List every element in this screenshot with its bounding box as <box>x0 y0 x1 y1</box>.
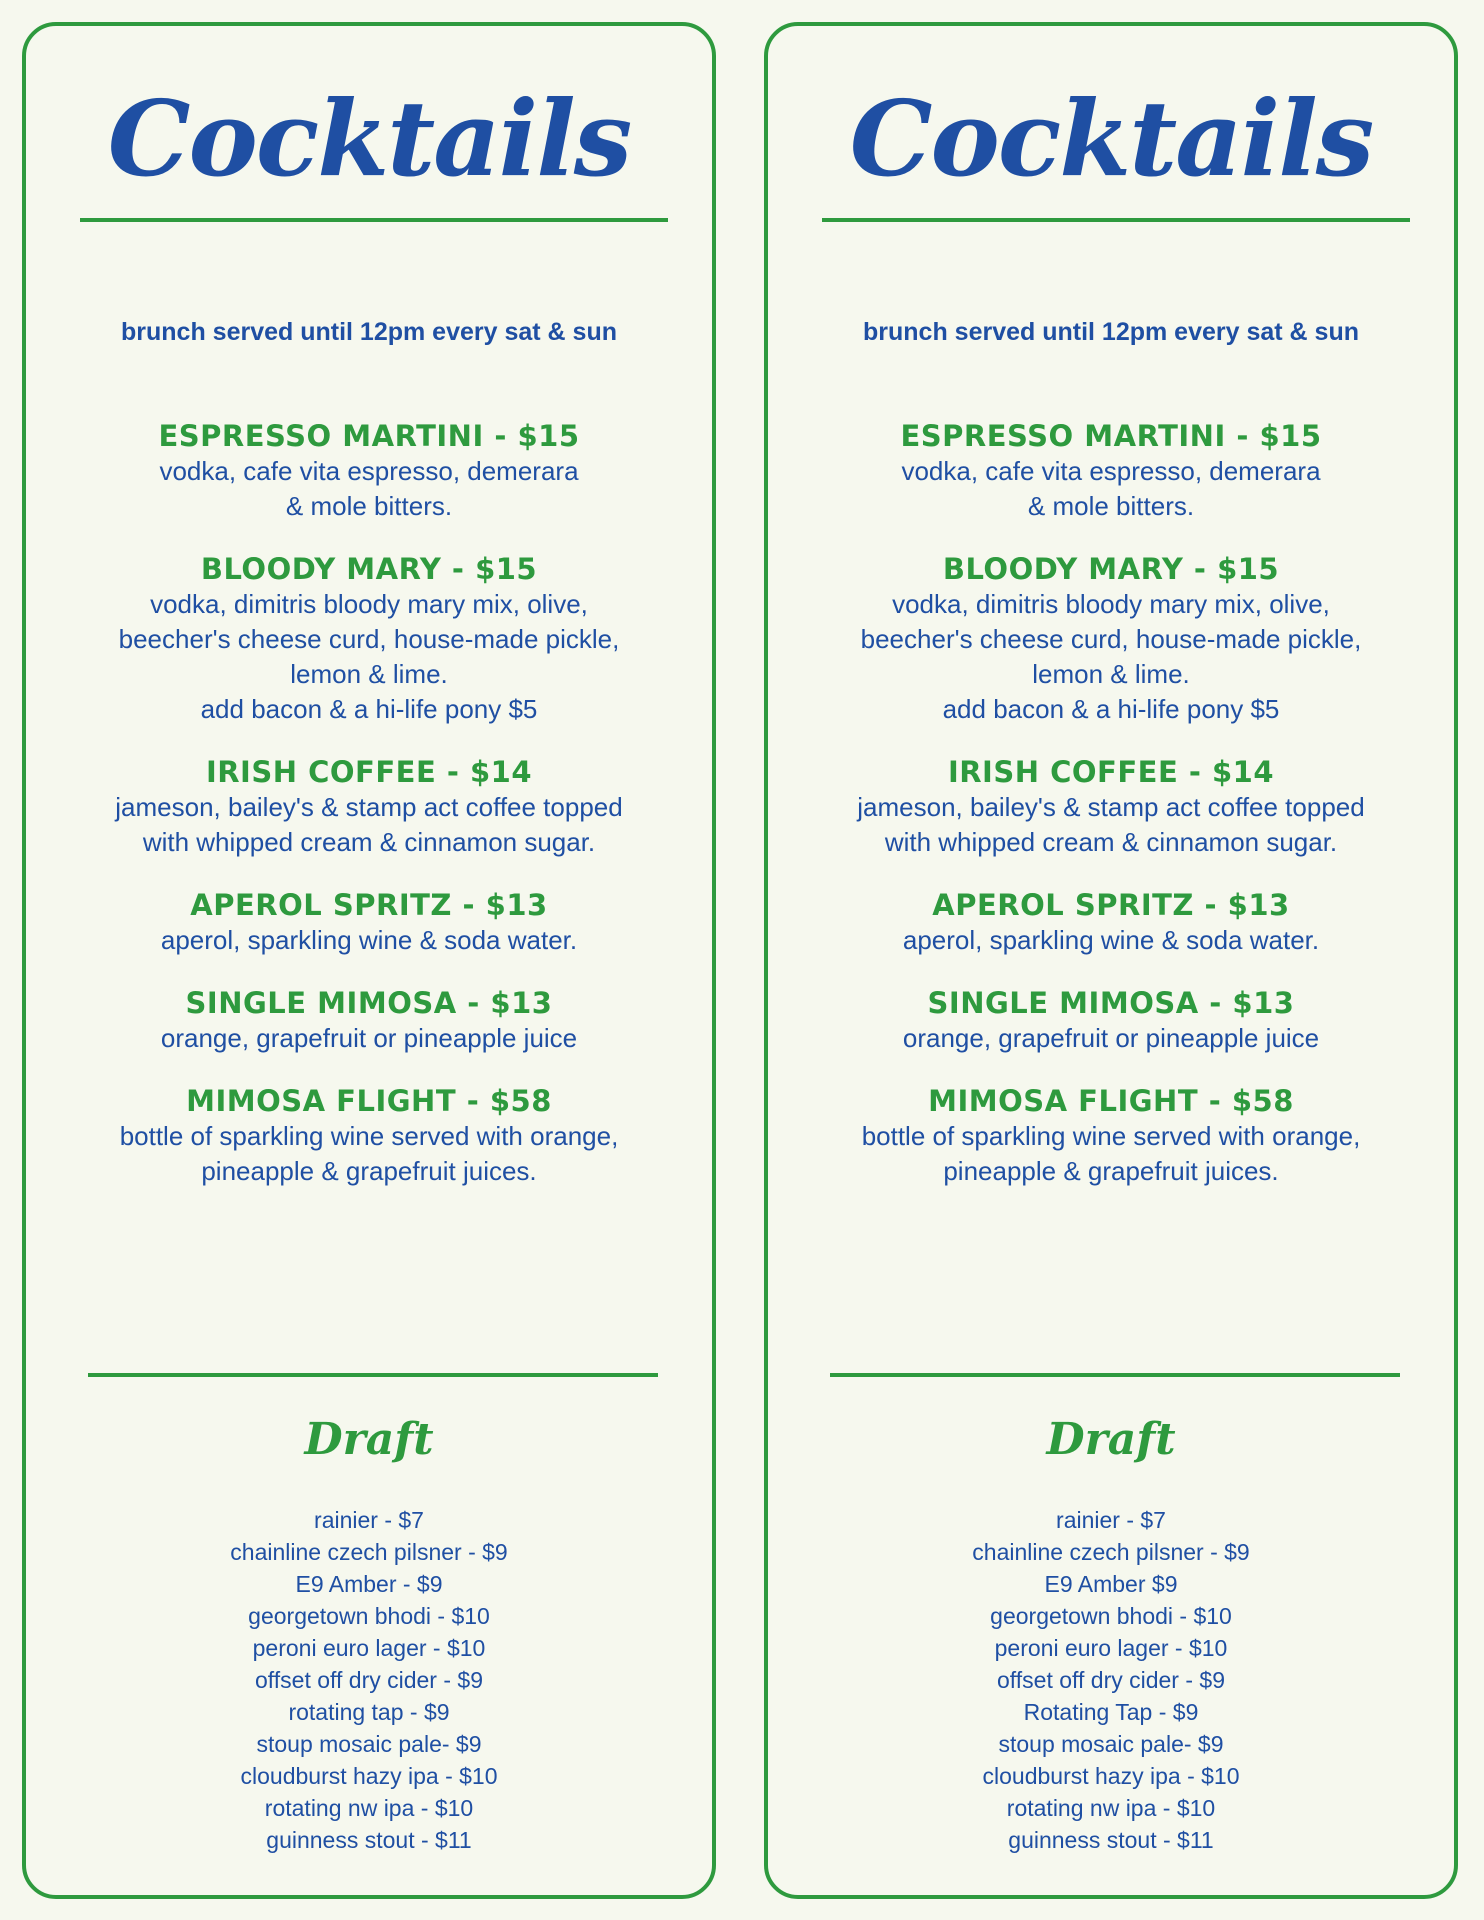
draft-item: rotating tap - $9 <box>288 1699 450 1725</box>
cocktail-item <box>26 551 712 727</box>
cocktail-item <box>26 887 712 958</box>
cocktail-desc-line: vodka, cafe vita espresso, demerara <box>901 456 1321 486</box>
draft-list <box>768 1504 1454 1856</box>
draft-item: rotating nw ipa - $10 <box>264 1795 474 1821</box>
cocktail-desc-line: vodka, dimitris bloody mary mix, olive, <box>150 589 588 619</box>
cocktail-desc-line: add bacon & a hi-life pony $5 <box>200 694 538 724</box>
cocktails-title: Cocktails <box>107 77 631 200</box>
cocktail-name: MIMOSA FLIGHT - $58 <box>186 1084 552 1118</box>
cocktail-desc-line: pineapple & grapefruit juices. <box>943 1156 1279 1186</box>
draft-item: chainline czech pilsner - $9 <box>230 1539 508 1565</box>
cocktail-name: BLOODY MARY - $15 <box>942 552 1280 586</box>
cocktail-item <box>768 1083 1454 1189</box>
draft-item: E9 Amber $9 <box>1044 1571 1178 1597</box>
cocktail-item <box>768 985 1454 1056</box>
draft-item: georgetown bhodi - $10 <box>990 1603 1232 1629</box>
cocktail-name: MIMOSA FLIGHT - $58 <box>928 1084 1294 1118</box>
draft-item: cloudburst hazy ipa - $10 <box>982 1763 1240 1789</box>
cocktail-item <box>768 887 1454 958</box>
cocktail-item <box>768 754 1454 860</box>
cocktail-desc-line: beecher's cheese curd, house-made pickle, <box>118 624 620 654</box>
cocktail-list <box>768 418 1454 1216</box>
draft-item: E9 Amber - $9 <box>295 1571 443 1597</box>
cocktail-desc-line: lemon & lime. <box>1032 659 1190 689</box>
title-divider <box>80 218 668 222</box>
cocktail-name: SINGLE MIMOSA - $13 <box>185 986 553 1020</box>
cocktails-title: Cocktails <box>849 77 1373 200</box>
cocktail-name: APEROL SPRITZ - $13 <box>190 888 548 922</box>
cocktail-desc-line: add bacon & a hi-life pony $5 <box>942 694 1280 724</box>
cocktail-desc-line: bottle of sparkling wine served with orange, <box>861 1121 1361 1151</box>
draft-item: stoup mosaic pale- $9 <box>256 1731 482 1757</box>
cocktail-item <box>768 418 1454 524</box>
cocktail-name: SINGLE MIMOSA - $13 <box>927 986 1295 1020</box>
draft-item: peroni euro lager - $10 <box>994 1635 1228 1661</box>
draft-item: guinness stout - $11 <box>266 1827 472 1853</box>
cocktail-name: APEROL SPRITZ - $13 <box>932 888 1290 922</box>
cocktail-name: IRISH COFFEE - $14 <box>947 755 1275 789</box>
cocktail-desc-line: & mole bitters. <box>285 491 453 521</box>
cocktail-item <box>26 754 712 860</box>
cocktail-desc-line: vodka, cafe vita espresso, demerara <box>159 456 579 486</box>
draft-item: guinness stout - $11 <box>1008 1827 1214 1853</box>
brunch-note: brunch served until 12pm every sat & sun <box>863 318 1359 346</box>
draft-item: peroni euro lager - $10 <box>252 1635 486 1661</box>
cocktail-desc-line: with whipped cream & cinnamon sugar. <box>142 827 596 857</box>
cocktail-desc-line: orange, grapefruit or pineapple juice <box>902 1023 1320 1053</box>
draft-item: rotating nw ipa - $10 <box>1006 1795 1216 1821</box>
cocktail-desc-line: aperol, sparkling wine & soda water. <box>160 925 578 955</box>
cocktail-desc-line: with whipped cream & cinnamon sugar. <box>884 827 1338 857</box>
cocktail-name: ESPRESSO MARTINI - $15 <box>900 419 1322 453</box>
cocktail-desc-line: pineapple & grapefruit juices. <box>201 1156 537 1186</box>
cocktail-desc-line: jameson, bailey's & stamp act coffee topped <box>115 792 623 822</box>
cocktail-desc-line: lemon & lime. <box>290 659 448 689</box>
cocktail-name: ESPRESSO MARTINI - $15 <box>158 419 580 453</box>
draft-item: rainier - $7 <box>1056 1507 1166 1533</box>
cocktail-item <box>26 418 712 524</box>
cocktail-item <box>768 551 1454 727</box>
draft-item: stoup mosaic pale- $9 <box>998 1731 1224 1757</box>
draft-item: georgetown bhodi - $10 <box>248 1603 490 1629</box>
brunch-note: brunch served until 12pm every sat & sun <box>121 318 617 346</box>
draft-title: Draft <box>1046 1414 1176 1465</box>
cocktail-desc-line: vodka, dimitris bloody mary mix, olive, <box>892 589 1330 619</box>
cocktail-name: BLOODY MARY - $15 <box>200 552 538 586</box>
draft-list <box>26 1504 712 1856</box>
draft-item: Rotating Tap - $9 <box>1023 1699 1199 1725</box>
cocktail-desc-line: beecher's cheese curd, house-made pickle, <box>860 624 1362 654</box>
title-divider <box>822 218 1410 222</box>
draft-divider <box>830 1373 1400 1377</box>
cocktail-desc-line: jameson, bailey's & stamp act coffee topped <box>857 792 1365 822</box>
draft-title: Draft <box>304 1414 434 1465</box>
cocktail-desc-line: aperol, sparkling wine & soda water. <box>902 925 1320 955</box>
cocktail-list <box>26 418 712 1216</box>
draft-item: offset off dry cider - $9 <box>997 1667 1225 1693</box>
draft-item: rainier - $7 <box>314 1507 424 1533</box>
draft-item: chainline czech pilsner - $9 <box>972 1539 1250 1565</box>
draft-divider <box>88 1373 658 1377</box>
menu-panel-left <box>22 22 716 1899</box>
cocktail-item <box>26 985 712 1056</box>
cocktail-item <box>26 1083 712 1189</box>
draft-item: offset off dry cider - $9 <box>255 1667 483 1693</box>
menu-panel-right <box>764 22 1458 1899</box>
cocktail-desc-line: & mole bitters. <box>1027 491 1195 521</box>
cocktail-desc-line: orange, grapefruit or pineapple juice <box>160 1023 578 1053</box>
cocktail-desc-line: bottle of sparkling wine served with orange, <box>119 1121 619 1151</box>
cocktail-name: IRISH COFFEE - $14 <box>205 755 533 789</box>
draft-item: cloudburst hazy ipa - $10 <box>240 1763 498 1789</box>
